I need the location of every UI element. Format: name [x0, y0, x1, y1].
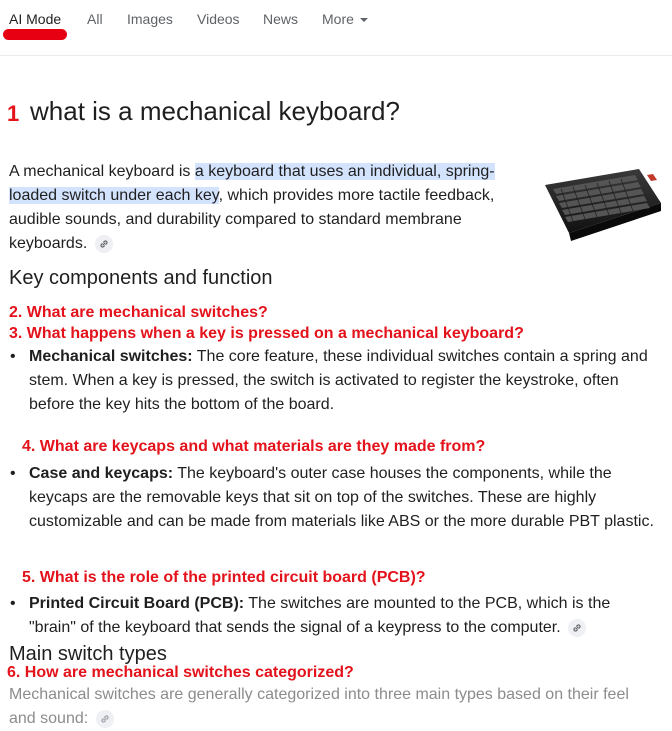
annotation-q4: 4. What are keycaps and what materials are they made from?	[22, 438, 486, 455]
section-heading-key-components: Key components and function	[9, 267, 273, 289]
bullet-title: Case and keycaps:	[29, 465, 174, 482]
bullet-text: The keyboard's outer case houses the components, while the keycaps are the removable keys that sit on top of the switches. These are highly customizable and can be made from materials like ABS or the more durable PBT plastic.	[29, 465, 654, 530]
switch-types-text	[9, 683, 659, 731]
chevron-down-icon	[360, 18, 368, 22]
intro-before: A mechanical keyboard is	[9, 163, 195, 180]
bullet-dot: •	[10, 595, 16, 612]
list-item-case-keycaps	[10, 462, 660, 558]
tab-more-label: More	[322, 11, 354, 27]
bullet-text: The core feature, these individual switches contain a spring and stem. When a key is pressed, the switch is activated to register the keystroke, often before the key hits the bottom of the board.	[29, 348, 648, 413]
list-item-pcb	[10, 592, 660, 640]
list-item-mechanical-switches	[10, 345, 660, 417]
bullet-text: The switches are mounted to the PCB, which is the "brain" of the keyboard that sends the signal of a keypress to the computer.	[29, 595, 611, 636]
link-icon[interactable]	[95, 235, 113, 253]
annotation-q3: 3. What happens when a key is pressed on a mechanical keyboard?	[9, 325, 524, 342]
annotation-q6: 6. How are mechanical switches categorized?	[7, 664, 354, 681]
search-tabs-bar	[0, 0, 672, 56]
annotation-q2: 2. What are mechanical switches?	[9, 304, 268, 321]
bullet-title: Mechanical switches:	[29, 348, 193, 365]
intro-highlight[interactable]: a keyboard that uses an individual, spring-loaded switch under each key	[9, 163, 495, 204]
bullet-dot: •	[10, 465, 16, 482]
answer-intro	[9, 160, 524, 256]
bullet-dot: •	[10, 348, 16, 365]
keyboard-image[interactable]	[539, 159, 663, 253]
tab-more[interactable]	[322, 11, 368, 27]
tab-ai-mode[interactable]: AI Mode	[9, 11, 62, 27]
tab-videos[interactable]: Videos	[197, 11, 240, 27]
tab-all[interactable]: All	[87, 11, 103, 27]
intro-after: , which provides more tactile feedback, audible sounds, and durability compared to standard membrane keyboards.	[9, 187, 495, 252]
section-heading-main-switch-types: Main switch types	[9, 643, 167, 665]
bullet-title: Printed Circuit Board (PCB):	[29, 595, 245, 612]
red-underline-mark	[3, 29, 67, 40]
switch-types-body: Mechanical switches are generally categorized into three main types based on their feel and sound:	[9, 686, 629, 727]
annotation-number-1: 1	[7, 101, 20, 126]
tab-images[interactable]: Images	[127, 11, 173, 27]
link-icon[interactable]	[568, 619, 586, 637]
tab-news[interactable]: News	[263, 11, 299, 27]
annotation-q5: 5. What is the role of the printed circuit board (PCB)?	[22, 569, 426, 586]
link-icon[interactable]	[96, 710, 114, 728]
query-heading: what is a mechanical keyboard?	[30, 96, 400, 126]
